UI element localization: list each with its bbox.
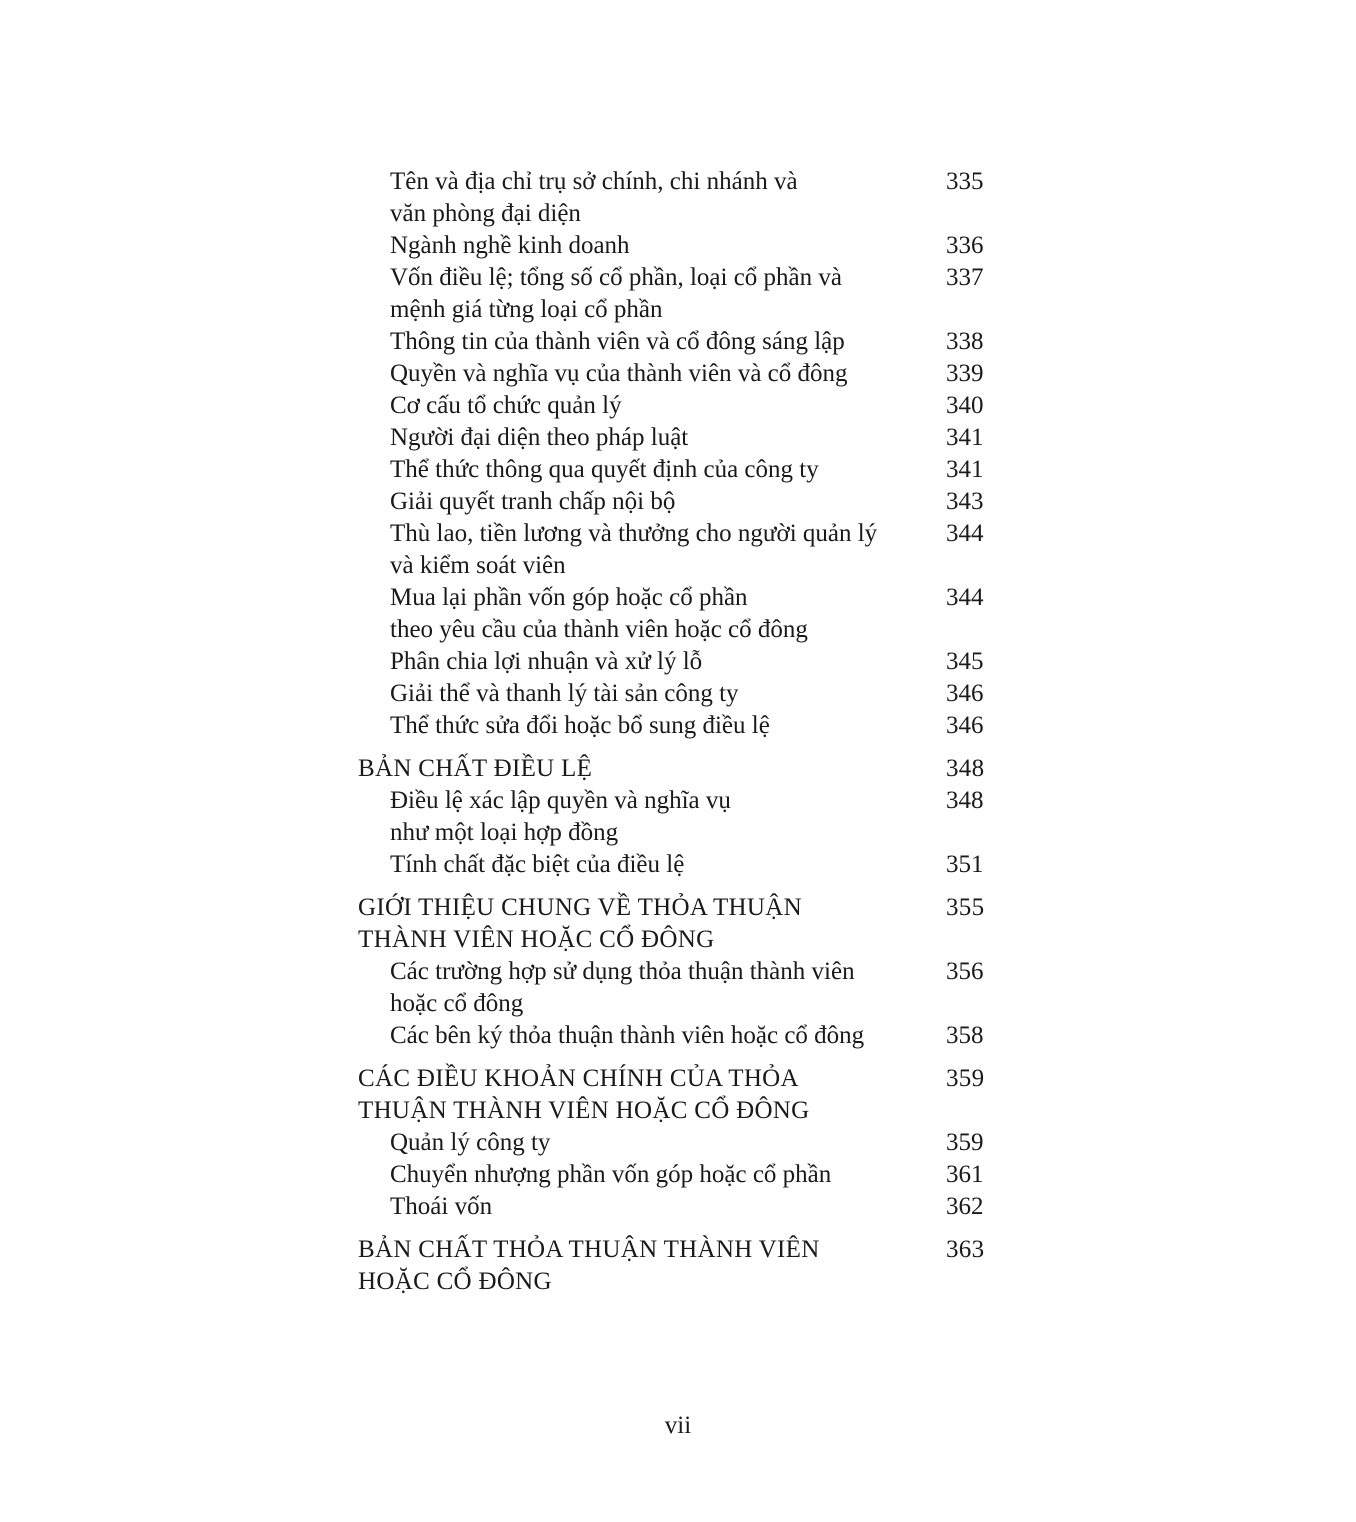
toc-entry-title-line: Tính chất đặc biệt của điều lệ: [390, 851, 685, 878]
toc-entry-title-line: THÀNH VIÊN HOẶC CỔ ĐÔNG: [358, 926, 715, 953]
toc-entry-title: [390, 486, 950, 518]
toc-entry: [358, 646, 998, 678]
toc-entry-title-line: Vốn điều lệ; tổng số cổ phần, loại cổ phần và: [390, 264, 842, 291]
toc-entry-title-line: Thể thức sửa đổi hoặc bổ sung điều lệ: [390, 712, 770, 739]
toc-entry-page-number: 358: [946, 1022, 984, 1049]
toc-entry-title: [358, 1063, 918, 1127]
table-of-contents: [358, 166, 998, 1298]
toc-entry-title: [390, 166, 950, 230]
toc-entry: [358, 1191, 998, 1223]
toc-entry-title-line: Thù lao, tiền lương và thưởng cho người quản lý: [390, 520, 878, 547]
toc-entry-page-number: 344: [946, 520, 984, 547]
toc-entry-title-line: BẢN CHẤT ĐIỀU LỆ: [358, 755, 593, 782]
toc-entry-title-line: Ngành nghề kinh doanh: [390, 232, 630, 259]
toc-entry-title-line: và kiểm soát viên: [390, 552, 566, 579]
toc-entry-page-number: 363: [946, 1236, 985, 1263]
toc-entry-title-line: Quản lý công ty: [390, 1129, 551, 1156]
toc-entry-title-line: Mua lại phần vốn góp hoặc cổ phần: [390, 584, 748, 611]
toc-entry-title: [390, 1020, 950, 1052]
toc-entry-page-number: 356: [946, 958, 984, 985]
toc-entry: [358, 1159, 998, 1191]
toc-entry-page-number: 346: [946, 712, 984, 739]
toc-entry: [358, 518, 998, 582]
toc-entry-title-line: Người đại diện theo pháp luật: [390, 424, 689, 451]
toc-entry: [358, 1127, 998, 1159]
toc-entry: [358, 454, 998, 486]
toc-entry: [358, 678, 998, 710]
toc-entry-title-line: Giải quyết tranh chấp nội bộ: [390, 488, 676, 515]
toc-entry-title-line: Thể thức thông qua quyết định của công ty: [390, 456, 819, 483]
toc-entry-page-number: 348: [946, 787, 984, 814]
toc-entry-title-line: Quyền và nghĩa vụ của thành viên và cổ đông: [390, 360, 848, 387]
toc-entry-title: [390, 582, 950, 646]
toc-entry-page-number: 345: [946, 648, 984, 675]
toc-entry: [358, 422, 998, 454]
toc-entry-title: [390, 1127, 950, 1159]
toc-entry-title-line: BẢN CHẤT THỎA THUẬN THÀNH VIÊN: [358, 1236, 820, 1263]
toc-entry-title-line: THUẬN THÀNH VIÊN HOẶC CỔ ĐÔNG: [358, 1097, 810, 1124]
toc-entry-title-line: Các bên ký thỏa thuận thành viên hoặc cổ đông: [390, 1022, 865, 1049]
toc-entry-page-number: 361: [946, 1161, 984, 1188]
toc-entry: [358, 358, 998, 390]
toc-entry-title: [390, 785, 950, 849]
toc-entry-page-number: 337: [946, 264, 984, 291]
toc-entry-title: [390, 710, 950, 742]
toc-entry-page-number: 340: [946, 392, 984, 419]
toc-entry-page-number: 336: [946, 232, 984, 259]
toc-entry-page-number: 343: [946, 488, 984, 515]
toc-section-heading: [358, 892, 998, 956]
toc-entry-page-number: 362: [946, 1193, 984, 1220]
toc-entry: [358, 849, 998, 881]
toc-entry-title: [390, 454, 950, 486]
toc-entry-title-line: mệnh giá từng loại cổ phần: [390, 296, 663, 323]
toc-entry-page-number: 344: [946, 584, 984, 611]
toc-entry-page-number: 348: [946, 755, 985, 782]
toc-entry-title: [390, 956, 950, 1020]
toc-entry-title-line: GIỚI THIỆU CHUNG VỀ THỎA THUẬN: [358, 894, 802, 921]
toc-entry-page-number: 341: [946, 424, 984, 451]
toc-entry-title: [390, 262, 950, 326]
page-number: vii: [664, 1412, 692, 1439]
toc-entry-page-number: 359: [946, 1129, 984, 1156]
toc-entry-title-line: hoặc cổ đông: [390, 990, 524, 1017]
toc-entry: [358, 956, 998, 1020]
toc-entry-page-number: 341: [946, 456, 984, 483]
toc-entry-title: [358, 892, 918, 956]
toc-entry-title: [390, 518, 950, 582]
toc-entry-page-number: 339: [946, 360, 984, 387]
toc-entry-title: [390, 358, 950, 390]
toc-entry-title-line: Cơ cấu tổ chức quản lý: [390, 392, 622, 419]
toc-entry-title-line: HOẶC CỔ ĐÔNG: [358, 1268, 552, 1295]
toc-section-heading: [358, 1234, 998, 1298]
toc-entry-title-line: Phân chia lợi nhuận và xử lý lỗ: [390, 648, 703, 675]
toc-entry-page-number: 355: [946, 894, 985, 921]
toc-entry-title: [390, 678, 950, 710]
toc-entry-page-number: 335: [946, 168, 984, 195]
toc-entry-page-number: 346: [946, 680, 984, 707]
toc-section-heading: [358, 1063, 998, 1127]
toc-section-heading: [358, 753, 998, 785]
toc-entry: [358, 785, 998, 849]
toc-entry-title: [358, 1234, 918, 1298]
toc-entry: [358, 582, 998, 646]
toc-entry: [358, 486, 998, 518]
toc-entry-title-line: CÁC ĐIỀU KHOẢN CHÍNH CỦA THỎA: [358, 1065, 799, 1092]
toc-entry-title: [390, 230, 950, 262]
toc-entry: [358, 710, 998, 742]
toc-entry: [358, 326, 998, 358]
toc-entry-title-line: Thoái vốn: [390, 1193, 493, 1220]
toc-entry-title-line: theo yêu cầu của thành viên hoặc cổ đông: [390, 616, 808, 643]
toc-entry-title: [390, 326, 950, 358]
toc-entry-title: [390, 1159, 950, 1191]
toc-entry: [358, 166, 998, 230]
toc-entry-title: [358, 753, 918, 785]
toc-entry-title-line: Điều lệ xác lập quyền và nghĩa vụ: [390, 787, 731, 814]
toc-entry-title-line: như một loại hợp đồng: [390, 819, 619, 846]
toc-entry: [358, 1020, 998, 1052]
toc-entry-title: [390, 849, 950, 881]
toc-entry-title-line: Chuyển nhượng phần vốn góp hoặc cổ phần: [390, 1161, 832, 1188]
toc-entry-title-line: Tên và địa chỉ trụ sở chính, chi nhánh và: [390, 168, 798, 195]
toc-entry-title-line: văn phòng đại diện: [390, 200, 581, 227]
toc-entry-title: [390, 422, 950, 454]
toc-entry-title-line: Các trường hợp sử dụng thỏa thuận thành viên: [390, 958, 855, 985]
toc-entry-title: [390, 390, 950, 422]
toc-entry: [358, 230, 998, 262]
toc-entry-title-line: Giải thể và thanh lý tài sản công ty: [390, 680, 739, 707]
toc-entry-title: [390, 646, 950, 678]
toc-entry-title-line: Thông tin của thành viên và cổ đông sáng lập: [390, 328, 845, 355]
toc-entry-page-number: 351: [946, 851, 984, 878]
toc-entry: [358, 262, 998, 326]
toc-entry: [358, 390, 998, 422]
toc-entry-title: [390, 1191, 950, 1223]
toc-entry-page-number: 359: [946, 1065, 985, 1092]
toc-entry-page-number: 338: [946, 328, 984, 355]
